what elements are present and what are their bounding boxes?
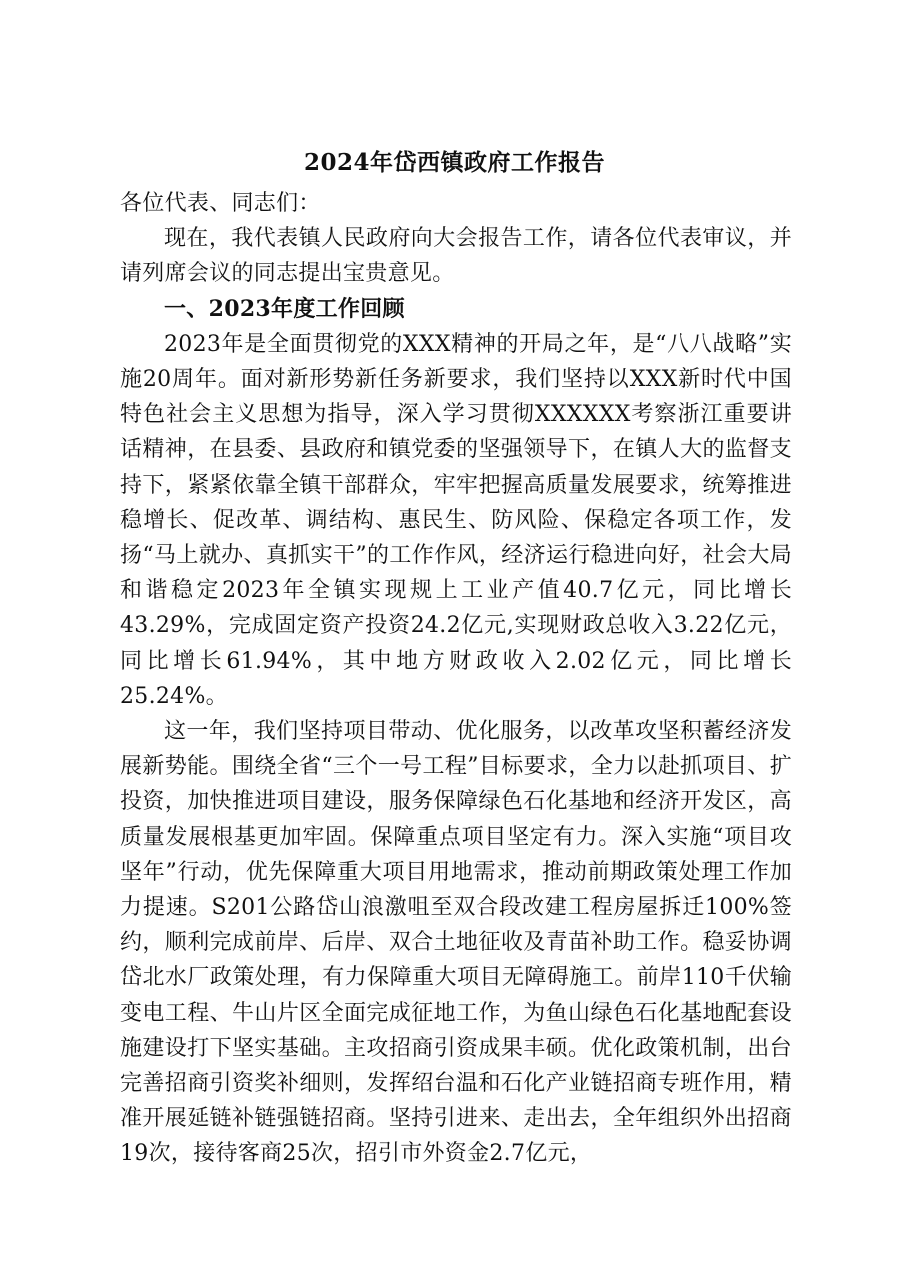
paragraph-projects: 这一年，我们坚持项目带动、优化服务，以改革攻坚积蓄经济发展新势能。围绕全省“三个一号工程”目标要求，全力以赴抓项目、扩投资，加快推进项目建设，服务保障绿色石化基地和经济开发区，高质量发展根基更加牢固。保障重点项目坚定有力。深入实施“项目攻坚年”行动，优先保障重大项目用地需求，推动前期政策处理工作加力提速。S201公路岱山浪激咀至双合段改建工程房屋拆迁100%签约，顺利完成前岸、后岸、双合土地征收及青苗补助工作。稳妥协调岱北水厂政策处理，有力保障重大项目无障碍施工。前岸110千伏输变电工程、牛山片区全面完成征地工作，为鱼山绿色石化基地配套设施建设打下坚实基础。主攻招商引资成果丰硕。优化政策机制，出台完善招商引资奖补细则，发挥绍台温和石化产业链招商专班作用，精准开展延链补链强链招商。坚持引进来、走出去，全年组织外出招商19次，接待客商25次，招引市外资金2.7亿元， — [120, 719, 792, 1167]
document-title: 2024年岱西镇政府工作报告 — [303, 149, 605, 176]
paragraph-overview: 2023年是全面贯彻党的XXX精神的开局之年，是“八八战略”实施20周年。面对新形势新任务新要求，我们坚持以XXX新时代中国特色社会主义思想为指导，深入学习贯彻XXXXXX考察浙江重要讲话精神，在县委、县政府和镇党委的坚强领导下，在镇人大的监督支持下，紧紧依靠全镇干部群众，牢牢把握高质量发展要求，统筹推进稳增长、促改革、调结构、惠民生、防风险、保稳定各项工作，发扬“马上就办、真抓实干”的工作作风，经济运行稳进向好，社会大局和谐稳定2023年全镇实现规上工业产值40.7亿元，同比增长43.29%，完成固定资产投资24.2亿元,实现财政总收入3.22亿元，同比增长61.94%，其中地方财政收入2.02亿元，同比增长25.24%。 — [120, 331, 792, 709]
paragraph-opening: 现在，我代表镇人民政府向大会报告工作，请各位代表审议，并请列席会议的同志提出宝贵意见。 — [120, 226, 792, 287]
salutation: 各位代表、同志们： — [120, 191, 321, 216]
section-heading: 一、2023年度工作回顾 — [164, 295, 405, 322]
document-body — [120, 186, 792, 1172]
